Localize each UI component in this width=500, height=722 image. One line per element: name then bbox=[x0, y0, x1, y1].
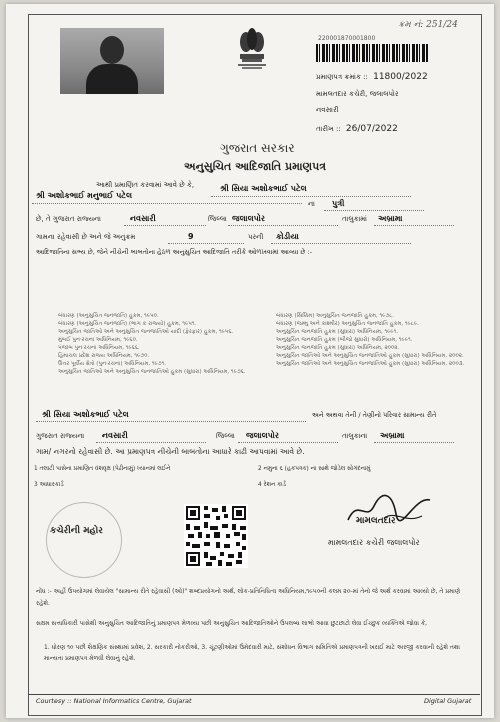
note-item: બંધારણ (જમ્મુ અને કાશ્મીર) અનુસુચિત જનજાતિ હુકમ, ૧૯૮૯. bbox=[276, 321, 419, 327]
office-line-1: મામલતદાર કચેરી, જલાલપોર bbox=[316, 90, 399, 98]
note-item: બંધારણ (સિક્કિમ) અનુસુચિત જનજાતિ હુકમ, ૧૯૭૮. bbox=[276, 313, 395, 319]
barcode-number: 220001870001800 bbox=[318, 35, 376, 42]
certificate-number-row bbox=[316, 72, 428, 82]
note-item: અનુસુચિત જનજાતિ હુકમ (સુધારા) અધિનિયમ, ૨૦૦૨. bbox=[276, 345, 400, 351]
schedule-number: 9 bbox=[188, 232, 194, 241]
footnote-purposes: 1. ધોરણ ૧૦ પછી શૈક્ષણિક સંસ્થામાં પ્રવેશ, 2. સરકારી નોકરીઓ, 3. ચૂંટણીઓમાં ઉમેદવારી માટે, સંશોધન વિભાગ સમિતિએ પ્રમાણપત્રની ખરાઈ માટે અરજી કરવાની રહેશે તથા માન્યતા પ્રમાણપત્ર મેળવી લેવાનું રહેશે. bbox=[44, 644, 460, 662]
date-label: તારીખ :: bbox=[316, 125, 341, 133]
holder-photo bbox=[60, 28, 164, 94]
footer-rule bbox=[28, 694, 480, 695]
qr-code-icon bbox=[184, 504, 248, 568]
note-item: અનુસુચિત જનજાતિ હુકમ (બીજો સુધારો) અધિનિયમ, ૧૯૯૧. bbox=[276, 337, 413, 343]
basis-item-3: 3 આધારકાર્ડ bbox=[34, 482, 64, 488]
residence-state-label: ગુજરાત રાજ્યના bbox=[36, 432, 85, 440]
note-item: બંધારણ (અનુસુચિત જનજાતિ) હુકમ, ૧૯૫૦. bbox=[58, 313, 159, 319]
footer-brand: Digital Gujarat bbox=[424, 697, 472, 705]
tribe-name: કોડીયા bbox=[276, 232, 299, 241]
relation-prefix: ના bbox=[308, 200, 315, 208]
note-item: અનુસુચિત જાતિઓ અને અનુસુચિત જનજાતિઓ હુકમ (સુધારા) અધિનિયમ, ૨૦૦૨. bbox=[276, 353, 464, 359]
state-label: છે, તે ગુજરાત રાજ્યના bbox=[36, 215, 101, 223]
signatory-title: મામલતદાર bbox=[356, 516, 396, 526]
office-line-2: નવસારી bbox=[316, 106, 339, 114]
village: અબ્રામા bbox=[378, 214, 403, 223]
note-item: અનુસુચિત જાતિઓ અને અનુસુચિત જનજાતિઓ હુકમ (સુધારા) અધિનિયમ, ૨૦૦૩. bbox=[276, 361, 465, 367]
note-item: હિમાચલ પ્રદેશ રાજ્ય અધિનિયમ, ૧૯૭૦. bbox=[58, 353, 150, 359]
handwritten-reference: ક્રમ નં: 251/24 bbox=[398, 20, 458, 30]
certificate-title: અનુસુચિત આદિજાતિ પ્રમાણપત્ર bbox=[184, 160, 327, 173]
district: નવસારી bbox=[130, 214, 156, 223]
note-item: અનુસુચિત જનજાતિ હુકમ (સુધારા) અધિનિયમ, ૧૯૯૧. bbox=[276, 329, 399, 335]
residence-holder-name: શ્રી સિયા અશોકભાઈ પટેલ bbox=[42, 410, 129, 419]
note-item: પંજાબ પુનઃરચના અધિનિયમ, ૧૯૬૬. bbox=[58, 345, 140, 351]
government-title: ગુજરાત સરકાર bbox=[220, 141, 295, 155]
note-item: બંધારણ (અનુસુચિત જનજાતિ) (ભાગ ક રાજ્યો) હુકમ, ૧૯૫૧. bbox=[58, 321, 197, 327]
residence-taluka: જલાલપોર bbox=[246, 431, 279, 440]
village-label: તાલુકામાં bbox=[342, 215, 367, 223]
barcode bbox=[316, 44, 428, 62]
taluka: જલાલપોર bbox=[232, 214, 265, 223]
notes-right bbox=[276, 312, 466, 368]
residence-closing: ગામ/ નગરનો રહેવાસી છે. આ પ્રમાણપત્ર નીચેની બાબતોના આધારે કાઢી આપવામાં આવે છે. bbox=[36, 447, 305, 456]
footnote-benefits: સક્ષમ સત્તાધિકારી પાસેથી અનુસુચિત આદિજાતિનું પ્રમાણપત્ર મેળવ્યા પછી અનુસુચિત આદિજાતિઓને ઉપલબ્ધ લાભો આવા છુટછાટો લેવા ઈચ્છુક વ્યક્તિએ જોવા કે, bbox=[36, 620, 428, 627]
intro-text: આથી પ્રમાણિત કરવામાં આવે છે કે, bbox=[96, 181, 195, 189]
note-item: અનુસુચિત જાતિઓ અને અનુસુચિત જનજાતિઓ યાદી (ફેરફાર) હુકમ, ૧૯૫૬. bbox=[58, 329, 234, 335]
tribe-suffix-text: આદિજાતિના સભ્ય છે, જેને નીચેની બાબતોના હેઠળ અનુસુચિત આદિજાતિ તરીકે ઓળખવામાં આવ્યા છે :- bbox=[36, 248, 313, 256]
tribe-label: પરની bbox=[248, 233, 264, 241]
certificate-number-value: 11800/2022 bbox=[373, 72, 428, 82]
basis-item-1: 1 તલાટી પાસેના પ્રમાણિત વંશવૃક્ષ (પેઢીનામું) ધ્યાનમાં લઈને bbox=[34, 466, 171, 472]
date-row bbox=[316, 124, 398, 134]
residence-district-label: જિલ્લા bbox=[216, 432, 235, 440]
residence-district: નવસારી bbox=[102, 431, 128, 440]
date-value: 26/07/2022 bbox=[345, 124, 398, 134]
certificate-number-label: પ્રમાણપત્ર ક્રમાંક :: bbox=[316, 73, 368, 81]
residence-holder-suffix: અને અથવા તેની / તેણીનો પરિવાર સામાન્ય રીતે bbox=[312, 411, 437, 419]
residence-village: અબ્રામા bbox=[380, 431, 405, 440]
note-item: ઉત્તર પૂર્વીય ક્ષેત્રો (પુનઃરચના) અધિનિયમ, ૧૯૭૧. bbox=[58, 361, 167, 367]
signatory-office: મામલતદાર કચેરી જલાલપોર bbox=[328, 538, 420, 547]
holder-name: શ્રી સિયા અશોકભાઈ પટેલ bbox=[220, 184, 307, 193]
footer-courtesy: Courtesy :: National Informatics Centre, Gujarat bbox=[36, 697, 192, 705]
schedule-label: ગામના રહેવાસી છે અને જે અનુક્રમ bbox=[36, 233, 136, 241]
residence-taluka-label: તાલુકાના bbox=[342, 432, 368, 440]
notes-left bbox=[58, 312, 258, 376]
note-item: અનુસુચિત જાતિઓ અને અનુસુચિત જનજાતિઓ હુકમ (સુધારા) અધિનિયમ, ૧૯૭૬. bbox=[58, 369, 246, 375]
basis-item-4: 4 રેશન કાર્ડ bbox=[258, 482, 286, 488]
state-emblem-icon bbox=[230, 24, 274, 70]
footnote-usual-residence: નોંધ :- અહીં ઉપયોગમાં લેવાયેલ "સામાન્ય રીતે રહેવાસી (ઓ)" શબ્દપ્રયોગનો અર્થ, લોક-પ્રતિનિધિત્વ અધિનિયમ,૧૯૫૦ની કલમ ૨૦-માં તેનો જે અર્થ કરવામાં આવ્યો છે, તે પ્રમાણે રહેશે. bbox=[36, 588, 461, 607]
relation: પુત્રી bbox=[332, 199, 345, 208]
office-seal-label: કચેરીની મહોર bbox=[50, 526, 103, 536]
taluka-label: જિલ્લા bbox=[208, 215, 227, 223]
certificate-sheet bbox=[6, 4, 494, 718]
office-seal-stamp bbox=[46, 502, 122, 578]
basis-item-2: 2 નમુના ૬ (હકપત્રક) ના સાથે જોડેલ સોગંદનામું bbox=[258, 466, 371, 472]
parent-name: શ્રી અશોકભાઈ મનુભાઈ પટેલ bbox=[36, 191, 132, 200]
note-item: મુંબઈ પુનઃરચના અધિનિયમ, ૧૯૬૦. bbox=[58, 337, 138, 343]
